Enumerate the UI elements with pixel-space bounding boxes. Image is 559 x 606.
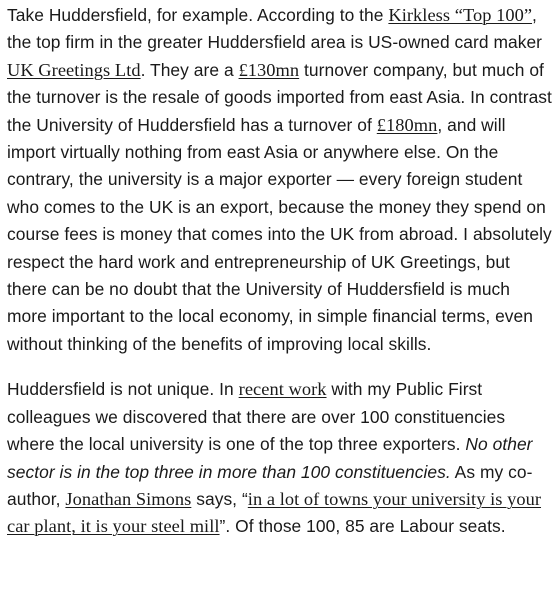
text-span: , and will import virtually nothing from east Asia or anywhere else. On the contrary, the university is a major exporter — every foreign student who comes to the UK is an export, because the money they spend on course fees is money that comes into the UK from abroad. I absolutely respect the hard work and entrepreneurship of UK Greetings, but there can be no doubt that the University of Huddersfield is much more important to the local economy, in simple financial terms, even without thinking of the benefits of improving local skills. [7,114,552,354]
text-span: says, “ [191,488,248,509]
car-plant-quote-link[interactable]: in a lot of towns your university is your car plant, it is your steel mill [7,488,542,537]
university-turnover-link[interactable]: £180mn [376,114,438,135]
emphasis-text: No other sector is in the top three in more than 100 constituencies. [7,434,533,482]
text-span: . They are a [140,59,239,80]
text-span: As my co-author, [7,461,533,509]
paragraph-huddersfield-example [7,2,553,358]
kirkless-top-100-link[interactable]: Kirkless “Top 100” [388,5,533,25]
text-span: ”. Of those 100, 85 are Labour seats. [219,516,506,537]
text-span: Huddersfield is not unique. In [7,379,239,400]
text-span: with my Public First colleagues we discovered that there are over 100 constituencies where the local university is one of the top three exporters. [7,379,506,455]
text-span: Take Huddersfield, for example. According to the [7,5,389,25]
uk-greetings-turnover-link[interactable]: £130mn [238,59,300,80]
text-span: , the top firm in the greater Huddersfield area is US-owned card maker [7,5,543,53]
text-span: turnover company, but much of the turnover is the resale of goods imported from east Asia. In contrast the University of Huddersfield has a turnover of [7,59,552,135]
recent-work-link[interactable]: recent work [238,379,327,400]
jonathan-simons-link[interactable]: Jonathan Simons [65,488,192,509]
uk-greetings-link[interactable]: UK Greetings Ltd [7,59,141,80]
paragraph-not-unique [7,376,553,540]
